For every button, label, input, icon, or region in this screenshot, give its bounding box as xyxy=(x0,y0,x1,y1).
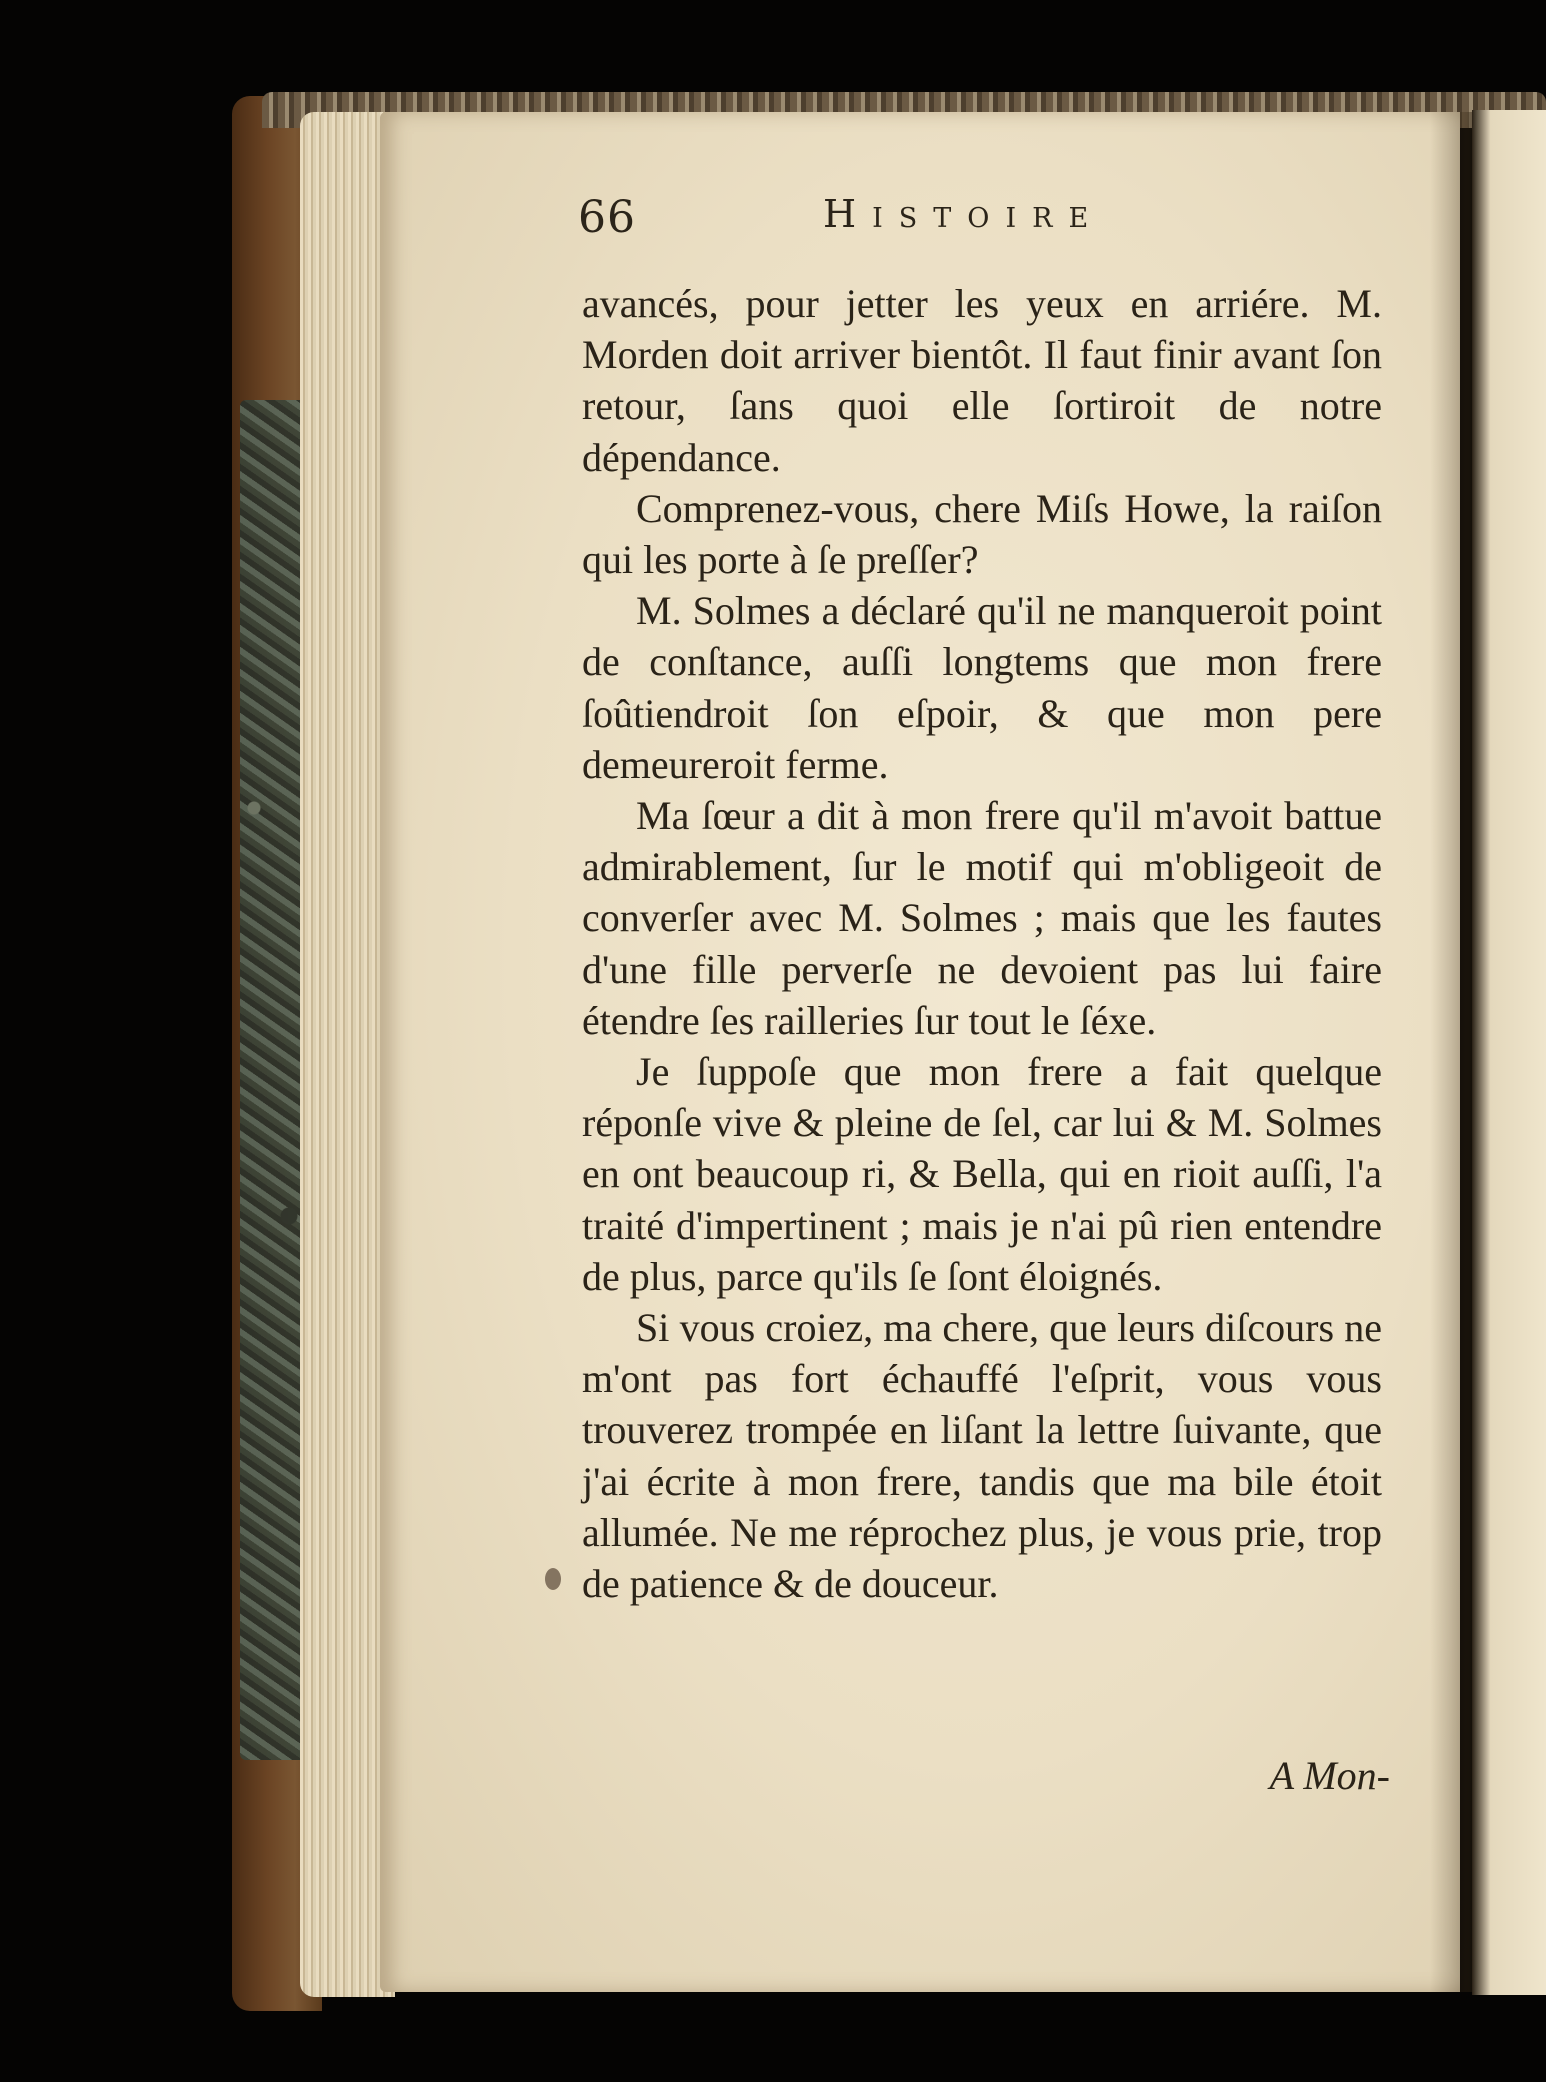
page-number: 66 xyxy=(578,192,636,243)
catchword: A Mon- xyxy=(1269,1753,1390,1798)
paragraph: avancés, pour jetter les yeux en arriére. M. Morden doit arriver bientôt. Il faut finir avant ſon retour, ſans quoi elle ſortiroit de notre dépendance. xyxy=(582,281,1382,480)
body-text xyxy=(582,278,1382,1609)
paragraph: M. Solmes a déclaré qu'il ne manqueroit point de conſtance, auſſi longtems que mon frere ſoûtiendroit ſon eſpoir, & que mon pere demeureroit ferme. xyxy=(582,588,1382,787)
paragraph: Si vous croiez, ma chere, que leurs diſcours ne m'ont pas fort échauffé l'eſprit, vous vous trouverez trompée en liſant la lettre ſuivante, que j'ai écrite à mon frere, tandis que ma bile étoit allumée. Ne me réprochez plus, je vous prie, trop de patience & de douceur. xyxy=(582,1305,1382,1607)
facing-page-edge xyxy=(1472,110,1546,1995)
page-header xyxy=(578,192,1138,262)
running-title: Histoire xyxy=(823,192,1105,236)
paragraph: Comprenez-vous, chere Miſs Howe, la raiſon qui les porte à ſe preſſer? xyxy=(582,485,1382,583)
paragraph: Ma ſœur a dit à mon frere qu'il m'avoit battue admirablement, ſur le motif qui m'obligeoit de converſer avec M. Solmes ; mais que les fautes d'une fille perverſe ne devoient pas lui faire étendre ſes railleries ſur tout le ſéxe. xyxy=(582,793,1382,1043)
paragraph: Je ſuppoſe que mon frere a fait quelque réponſe vive & pleine de ſel, car lui & M. Solmes en ont beaucoup ri, & Bella, qui en rioit auſſi, l'a traité d'impertinent ; mais je n'ai pû rien entendre de plus, parce qu'ils ſe ſont éloignés. xyxy=(582,1049,1382,1299)
ink-stain xyxy=(545,1568,561,1590)
